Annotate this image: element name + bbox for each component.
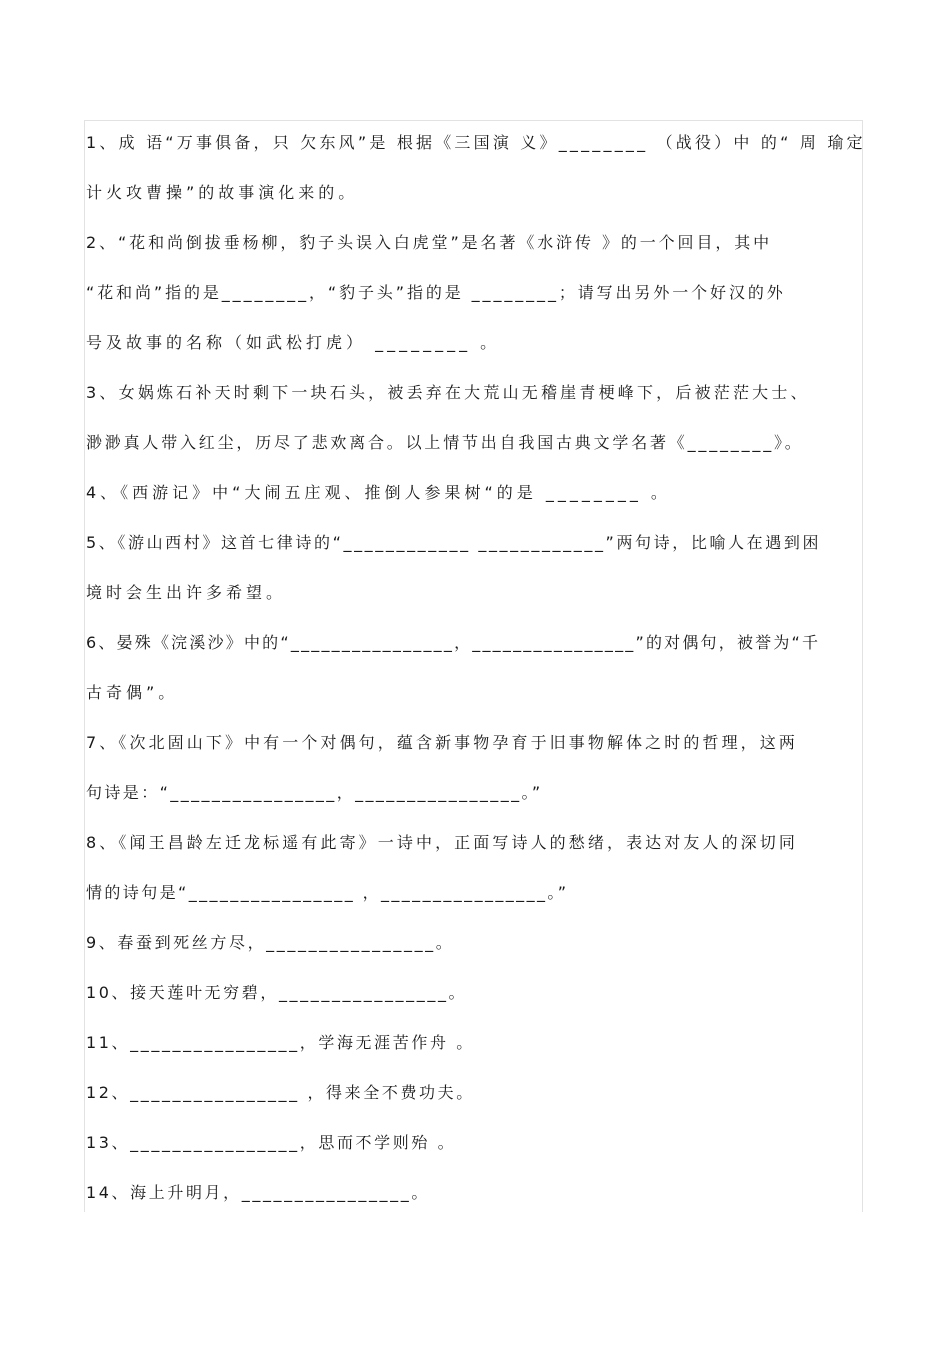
question-14: 14、海上升明月，________________。 bbox=[86, 1183, 430, 1202]
question-11: 11、________________，学海无涯苦作舟 。 bbox=[86, 1033, 475, 1052]
question-5-line-1: 5、《游山西村》这首七律诗的“____________ ____________”两句诗，比喻人在遇到困 bbox=[86, 533, 822, 552]
question-5-line-2: 境时会生出许多希望。 bbox=[86, 583, 287, 602]
question-1-line-2: 计火攻曹操”的故事演化来的。 bbox=[86, 183, 359, 202]
question-7-line-1: 7、《次北固山下》中有一个对偶句，蕴含新事物孕育于旧事物解体之时的哲理，这两 bbox=[86, 733, 798, 752]
question-12: 12、________________ ，得来全不费功夫。 bbox=[86, 1083, 475, 1102]
question-8-line-1: 8、《闻王昌龄左迁龙标遥有此寄》一诗中，正面写诗人的愁绪，表达对友人的深切同 bbox=[86, 833, 798, 852]
question-6-line-1: 6、晏殊《浣溪沙》中的“________________，________________”的对偶句，被誉为“千 bbox=[86, 633, 821, 652]
question-3-line-1: 3、女娲炼石补天时剩下一块石头，被丢弃在大荒山无稽崖青梗峰下，后被茫茫大士、 bbox=[86, 383, 810, 402]
question-10: 10、接天莲叶无穷碧，________________。 bbox=[86, 983, 468, 1002]
question-9: 9、春蚕到死丝方尽，________________。 bbox=[86, 933, 455, 952]
question-8-line-2: 情的诗句是“________________ ，________________。” bbox=[86, 883, 569, 902]
question-2-line-2: “花和尚”指的是________，“豹子头”指的是 ________；请写出另外一个好汉的外 bbox=[86, 283, 786, 302]
question-4-line-1: 4、《西游记》中“大闹五庄观、推倒人参果树“的是 ________ 。 bbox=[86, 483, 671, 502]
question-2-line-1: 2、“花和尚倒拔垂杨柳，豹子头误入白虎堂”是名著《水浒传 》的一个回目，其中 bbox=[86, 233, 773, 252]
question-1-line-1: 1、成 语“万事俱备，只 欠东风”是 根据《三国演 义》________ （战役）中 的“ 周 瑜定 bbox=[86, 133, 866, 152]
question-3-line-2: 渺渺真人带入红尘，历尽了悲欢离合。以上情节出自我国古典文学名著《________》。 bbox=[86, 433, 804, 452]
question-2-line-3: 号及故事的名称（如武松打虎） ________ 。 bbox=[86, 333, 501, 352]
question-6-line-2: 古奇偶”。 bbox=[86, 683, 179, 702]
question-7-line-2: 句诗是：“________________，________________。” bbox=[86, 783, 543, 802]
question-13: 13、________________，思而不学则殆 。 bbox=[86, 1133, 457, 1152]
